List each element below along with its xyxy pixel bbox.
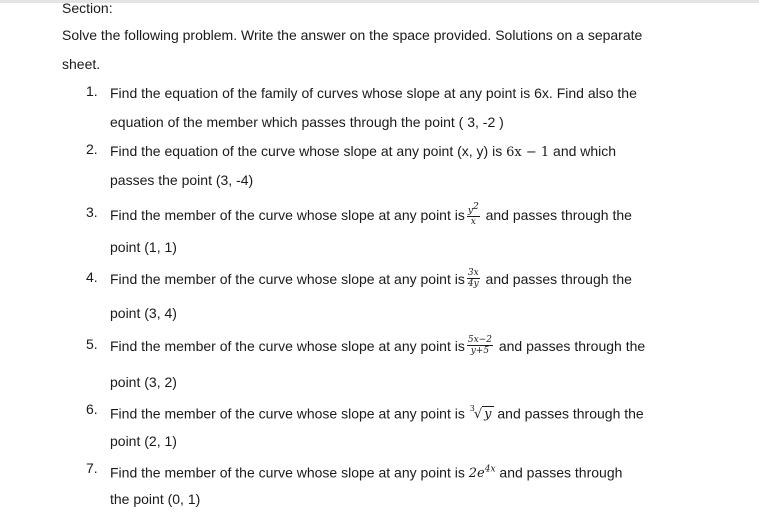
problem-text-line-1: Find the member of the curve whose slope at any point is $\frac{5x-2}{y+5}$ and passes through the	[110, 334, 646, 356]
problem-number: 3.	[86, 204, 98, 220]
problem-number: 4.	[86, 269, 98, 285]
exponential-expression: $2e^{4x}$	[468, 465, 496, 482]
section-label: Section:	[62, 0, 113, 16]
problem-text-line-2: the point (0, 1)	[110, 491, 201, 507]
slope-fraction: $\frac{3x}{4y}$	[467, 267, 479, 289]
problem-text-line-1: Find the member of the curve whose slope at any point is $\frac{y^2}{x}$ and passes through the	[110, 202, 632, 227]
problem-text-line-2: equation of the member which passes through the point ( 3, -2 )	[110, 114, 504, 130]
top-border	[0, 0, 759, 3]
problem-text-line-2: point (1, 1)	[110, 239, 177, 255]
problem-number: 7.	[86, 460, 98, 476]
problem-text-line-2: point (3, 2)	[110, 374, 177, 390]
slope-expression: 6x − 1	[506, 145, 550, 160]
problem-text-line-1: Find the equation of the curve whose slope at any point (x, y) is 6x − 1 and which	[110, 143, 617, 160]
problem-text-line-1: Find the equation of the family of curves whose slope at any point is 6x. Find also the	[110, 85, 637, 101]
problem-text-line-1: Find the member of the curve whose slope at any point is $2e^{4x}$ and passes through	[110, 464, 623, 482]
instructions-line-2: sheet.	[62, 56, 101, 72]
problem-number: 2.	[86, 141, 98, 157]
problem-text-line-2: point (3, 4)	[110, 305, 177, 321]
problem-text-line-1: Find the member of the curve whose slope at any point is $\frac{3x}{4y}$ and passes through the	[110, 267, 632, 289]
problem-text-line-2: point (2, 1)	[110, 433, 177, 449]
problem-text-line-1: Find the member of the curve whose slope at any point is $^3$√ y and passes through the	[110, 404, 644, 423]
slope-fraction: $\frac{5x-2}{y+5}$	[467, 334, 492, 356]
instructions-line-1: Solve the following problem. Write the answer on the space provided. Solutions on a separate	[62, 27, 643, 43]
problem-number: 6.	[86, 401, 98, 417]
problem-text-line-2: passes the point (3, -4)	[110, 172, 254, 188]
cube-root-expression: $^3$√ y	[469, 404, 492, 423]
slope-fraction: $\frac{y^2}{x}$	[467, 202, 479, 227]
problem-number: 5.	[86, 336, 98, 352]
problem-number: 1.	[86, 83, 98, 99]
